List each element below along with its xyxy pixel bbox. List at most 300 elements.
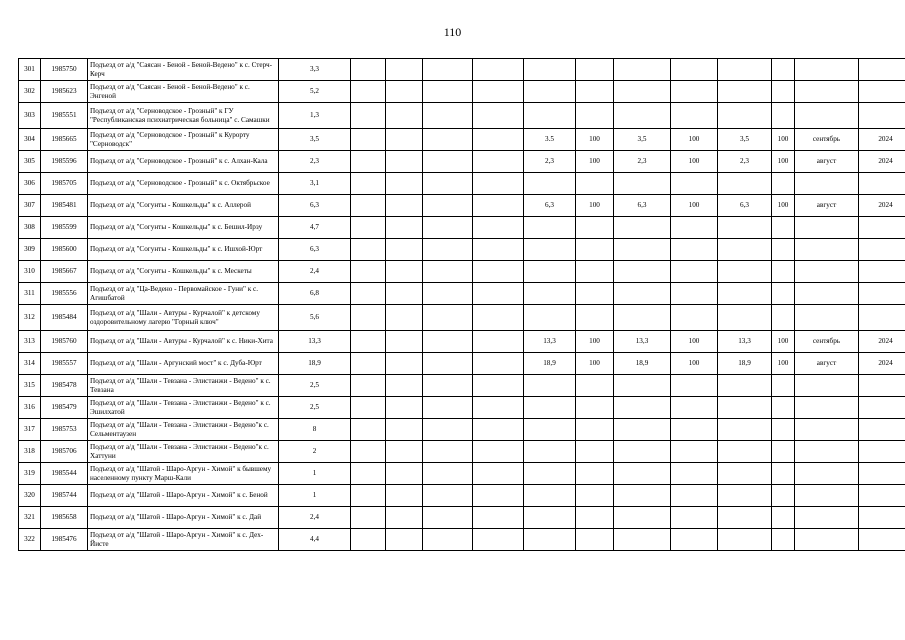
value-cell: 13,3 [614,331,671,353]
value-cell [576,419,614,441]
row-number-cell: 322 [19,529,41,551]
table-row [19,507,905,529]
value-cell [576,441,614,463]
road-id-cell: 1985476 [41,529,88,551]
value-cell: 100 [576,331,614,353]
value-cell [772,103,795,129]
value-cell [576,261,614,283]
table-row [19,59,905,81]
value-cell [718,103,772,129]
value-cell [772,375,795,397]
value-cell [718,283,772,305]
value-cell [473,173,524,195]
road-name-cell: Подъезд от а/д "Шали - Тевзана - Элистанжи - Ведено" к с. Тевзана [88,375,279,397]
value-cell [795,81,859,103]
road-id-cell: 1985544 [41,463,88,485]
value-cell [524,529,576,551]
value-cell [351,353,386,375]
value-cell: сентябрь [795,331,859,353]
value-cell [772,485,795,507]
value-cell [795,103,859,129]
row-number-cell: 314 [19,353,41,375]
value-cell [423,173,473,195]
value-cell [423,485,473,507]
value-cell [772,419,795,441]
table-row [19,353,905,375]
value-cell [576,217,614,239]
road-id-cell: 1985600 [41,239,88,261]
value-cell [614,397,671,419]
road-name-cell: Подъезд от а/д "Шатой - Шаро-Аргун - Химой" к с. Дай [88,507,279,529]
value-cell: 2,3 [614,151,671,173]
value-cell: 100 [671,129,718,151]
table-row [19,81,905,103]
value-cell [524,419,576,441]
value-cell [795,441,859,463]
road-length-cell: 8 [279,419,351,441]
value-cell: 2024 [859,331,905,353]
road-id-cell: 1985665 [41,129,88,151]
value-cell [859,305,905,331]
value-cell [614,283,671,305]
value-cell: 100 [772,129,795,151]
value-cell [671,485,718,507]
value-cell [772,173,795,195]
value-cell [351,103,386,129]
value-cell [386,507,423,529]
value-cell [386,195,423,217]
value-cell [859,397,905,419]
value-cell [859,81,905,103]
value-cell [473,261,524,283]
value-cell [671,507,718,529]
value-cell [671,529,718,551]
value-cell [351,81,386,103]
value-cell [671,81,718,103]
value-cell [423,507,473,529]
road-id-cell: 1985706 [41,441,88,463]
value-cell [351,305,386,331]
value-cell: 100 [576,195,614,217]
road-name-cell: Подъезд от а/д "Согунты - Кошкельды" к с. Мескеты [88,261,279,283]
value-cell [351,529,386,551]
road-id-cell: 1985599 [41,217,88,239]
value-cell [473,283,524,305]
value-cell [718,173,772,195]
value-cell [351,375,386,397]
road-length-cell: 5,6 [279,305,351,331]
value-cell [671,305,718,331]
value-cell: 3.5 [524,129,576,151]
road-name-cell: Подъезд от а/д "Шали - Аргунский мост" к с. Дуба-Юрт [88,353,279,375]
value-cell [576,485,614,507]
value-cell [386,217,423,239]
road-id-cell: 1985556 [41,283,88,305]
value-cell [423,81,473,103]
table-row [19,103,905,129]
row-number-cell: 310 [19,261,41,283]
value-cell [671,397,718,419]
value-cell [423,463,473,485]
road-id-cell: 1985478 [41,375,88,397]
value-cell [473,529,524,551]
value-cell [718,419,772,441]
page-number: 110 [443,25,462,39]
value-cell [423,375,473,397]
value-cell [772,217,795,239]
road-length-cell: 6,8 [279,283,351,305]
value-cell [718,375,772,397]
road-length-cell: 3,3 [279,59,351,81]
value-cell [718,507,772,529]
value-cell [859,173,905,195]
value-cell [859,485,905,507]
value-cell [671,103,718,129]
row-number-cell: 303 [19,103,41,129]
row-number-cell: 317 [19,419,41,441]
value-cell [473,353,524,375]
table-row [19,463,905,485]
road-registry-table [18,58,905,551]
value-cell [351,419,386,441]
value-cell: 2024 [859,151,905,173]
table-row [19,217,905,239]
value-cell [671,59,718,81]
value-cell: 2024 [859,129,905,151]
value-cell [423,59,473,81]
value-cell [423,419,473,441]
road-length-cell: 2,4 [279,507,351,529]
road-id-cell: 1985658 [41,507,88,529]
value-cell [614,441,671,463]
table-row [19,419,905,441]
value-cell [386,353,423,375]
road-name-cell: Подъезд от а/д "Серноводское - Грозный" к с. Октябрьское [88,173,279,195]
value-cell [772,305,795,331]
value-cell: 13,3 [524,331,576,353]
road-name-cell: Подъезд от а/д "Ца-Ведено - Первомайское - Гуни" к с. Агишбатой [88,283,279,305]
road-name-cell: Подъезд от а/д "Согунты - Кошкельды" к с. Ишхой-Юрт [88,239,279,261]
value-cell [795,239,859,261]
value-cell: 6,3 [524,195,576,217]
value-cell [718,529,772,551]
value-cell [671,283,718,305]
road-id-cell: 1985484 [41,305,88,331]
road-length-cell: 2,4 [279,261,351,283]
value-cell [795,283,859,305]
road-length-cell: 1,3 [279,103,351,129]
value-cell: 2024 [859,195,905,217]
table-body [19,59,905,551]
value-cell [473,507,524,529]
row-number-cell: 302 [19,81,41,103]
row-number-cell: 312 [19,305,41,331]
value-cell [386,375,423,397]
row-number-cell: 304 [19,129,41,151]
road-name-cell: Подъезд от а/д "Шатой - Шаро-Аргун - Химой" к с. Беной [88,485,279,507]
value-cell [772,397,795,419]
value-cell [386,397,423,419]
row-number-cell: 301 [19,59,41,81]
value-cell: 3,5 [718,129,772,151]
value-cell [473,103,524,129]
value-cell [423,305,473,331]
value-cell [386,173,423,195]
value-cell [473,485,524,507]
road-id-cell: 1985705 [41,173,88,195]
value-cell [473,239,524,261]
value-cell [772,463,795,485]
value-cell [524,397,576,419]
value-cell: 100 [576,151,614,173]
road-length-cell: 2,5 [279,375,351,397]
table-row [19,529,905,551]
value-cell [386,331,423,353]
row-number-cell: 319 [19,463,41,485]
value-cell [473,129,524,151]
value-cell: август [795,195,859,217]
value-cell [351,59,386,81]
value-cell [718,261,772,283]
value-cell [423,331,473,353]
value-cell [772,283,795,305]
road-id-cell: 1985596 [41,151,88,173]
value-cell [772,529,795,551]
road-length-cell: 6,3 [279,239,351,261]
row-number-cell: 316 [19,397,41,419]
road-name-cell: Подъезд от а/д "Шали - Автуры - Курчалой" к с. Ники-Хита [88,331,279,353]
value-cell [386,485,423,507]
value-cell [671,463,718,485]
value-cell [576,397,614,419]
road-id-cell: 1985557 [41,353,88,375]
value-cell: сентябрь [795,129,859,151]
value-cell [351,261,386,283]
road-name-cell: Подъезд от а/д "Шали - Тевзана - Элистанжи - Ведено"к с. Сельментаузен [88,419,279,441]
value-cell [614,419,671,441]
value-cell [423,353,473,375]
value-cell [614,507,671,529]
road-name-cell: Подъезд от а/д "Шатой - Шаро-Аргун - Химой" к бывшему населенному пункту Марш-Кали [88,463,279,485]
value-cell: август [795,353,859,375]
value-cell [423,217,473,239]
road-id-cell: 1985479 [41,397,88,419]
value-cell [423,261,473,283]
value-cell [671,261,718,283]
value-cell [524,59,576,81]
table-row [19,485,905,507]
value-cell [576,173,614,195]
value-cell [524,283,576,305]
value-cell [524,375,576,397]
value-cell [718,305,772,331]
value-cell [614,81,671,103]
road-length-cell: 2,5 [279,397,351,419]
value-cell [473,151,524,173]
value-cell [576,81,614,103]
value-cell [386,283,423,305]
value-cell: август [795,151,859,173]
row-number-cell: 305 [19,151,41,173]
road-length-cell: 6,3 [279,195,351,217]
road-length-cell: 3,5 [279,129,351,151]
value-cell [423,283,473,305]
road-id-cell: 1985744 [41,485,88,507]
value-cell [772,81,795,103]
value-cell [473,305,524,331]
value-cell [614,375,671,397]
road-length-cell: 4,7 [279,217,351,239]
value-cell [671,375,718,397]
table-row [19,239,905,261]
value-cell [614,103,671,129]
value-cell [576,239,614,261]
row-number-cell: 307 [19,195,41,217]
value-cell [772,59,795,81]
value-cell [351,441,386,463]
road-length-cell: 1 [279,485,351,507]
value-cell [473,419,524,441]
value-cell [423,441,473,463]
value-cell [795,419,859,441]
road-name-cell: Подъезд от а/д "Серноводское - Грозный" к Курорту "Серноводск" [88,129,279,151]
value-cell [576,463,614,485]
value-cell [772,507,795,529]
table-row [19,441,905,463]
road-length-cell: 1 [279,463,351,485]
road-id-cell: 1985551 [41,103,88,129]
value-cell [859,239,905,261]
table-row [19,305,905,331]
value-cell: 100 [772,195,795,217]
value-cell [671,239,718,261]
value-cell [351,485,386,507]
value-cell [859,103,905,129]
road-length-cell: 18,9 [279,353,351,375]
value-cell [795,375,859,397]
row-number-cell: 306 [19,173,41,195]
value-cell [718,463,772,485]
table-row [19,151,905,173]
value-cell [859,529,905,551]
value-cell [859,507,905,529]
value-cell [671,419,718,441]
value-cell: 100 [576,129,614,151]
row-number-cell: 308 [19,217,41,239]
value-cell [795,173,859,195]
value-cell [423,103,473,129]
value-cell: 100 [576,353,614,375]
value-cell [772,441,795,463]
table-row [19,375,905,397]
value-cell: 100 [671,151,718,173]
value-cell: 13,3 [718,331,772,353]
value-cell [351,331,386,353]
value-cell [473,59,524,81]
road-length-cell: 5,2 [279,81,351,103]
value-cell [718,239,772,261]
value-cell [718,81,772,103]
value-cell [671,217,718,239]
value-cell [859,419,905,441]
value-cell [795,59,859,81]
value-cell [524,463,576,485]
value-cell: 18,9 [524,353,576,375]
value-cell [524,305,576,331]
value-cell: 100 [772,353,795,375]
value-cell: 18,9 [614,353,671,375]
value-cell [473,195,524,217]
road-name-cell: Подъезд от а/д "Согунты - Кошкельды" к с. Бешил-Ирзу [88,217,279,239]
value-cell [614,305,671,331]
value-cell [795,507,859,529]
table-row [19,173,905,195]
value-cell [718,485,772,507]
row-number-cell: 311 [19,283,41,305]
value-cell [524,103,576,129]
value-cell: 100 [772,331,795,353]
value-cell [386,463,423,485]
road-name-cell: Подъезд от а/д "Серноводское - Грозный" к с. Алхан-Кала [88,151,279,173]
value-cell [423,151,473,173]
road-name-cell: Подъезд от а/д "Серноводское - Грозный" к ГУ "Республиканская психиатрическая больница" с. Самашки [88,103,279,129]
road-id-cell: 1985753 [41,419,88,441]
row-number-cell: 321 [19,507,41,529]
value-cell [576,283,614,305]
value-cell [576,507,614,529]
value-cell [576,59,614,81]
value-cell [351,173,386,195]
value-cell [524,485,576,507]
value-cell [351,151,386,173]
value-cell [524,217,576,239]
value-cell [473,463,524,485]
road-length-cell: 3,1 [279,173,351,195]
value-cell [795,217,859,239]
value-cell [772,239,795,261]
value-cell: 100 [671,331,718,353]
value-cell [614,463,671,485]
table-row [19,129,905,151]
row-number-cell: 309 [19,239,41,261]
value-cell [473,441,524,463]
table-row [19,195,905,217]
row-number-cell: 313 [19,331,41,353]
value-cell [386,81,423,103]
table-row [19,283,905,305]
road-length-cell: 4,4 [279,529,351,551]
value-cell [351,239,386,261]
value-cell [423,529,473,551]
road-name-cell: Подъезд от а/д "Согунты - Кошкельды" к с. Аллерой [88,195,279,217]
value-cell [795,463,859,485]
value-cell [473,331,524,353]
value-cell [524,261,576,283]
value-cell [576,103,614,129]
value-cell [386,239,423,261]
value-cell [351,217,386,239]
value-cell: 6,3 [718,195,772,217]
value-cell [386,59,423,81]
value-cell [614,485,671,507]
value-cell [423,397,473,419]
value-cell [524,81,576,103]
value-cell [795,397,859,419]
value-cell [671,441,718,463]
value-cell [718,397,772,419]
table-row [19,397,905,419]
road-length-cell: 2 [279,441,351,463]
